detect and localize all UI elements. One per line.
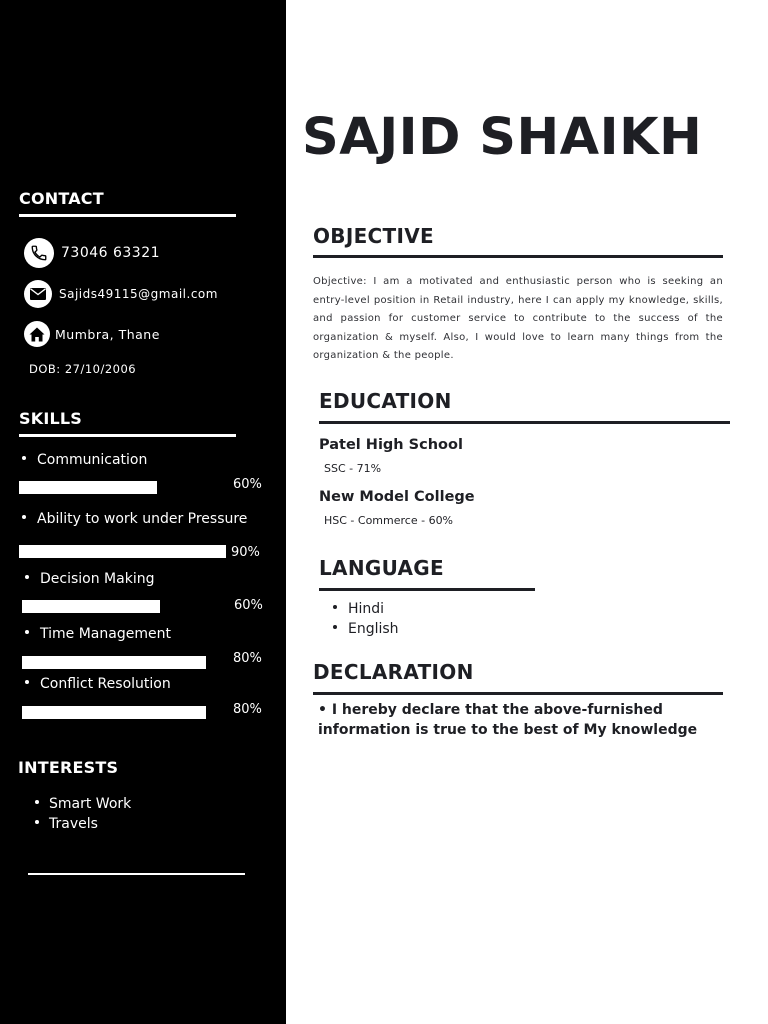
contact-heading: CONTACT xyxy=(19,189,104,208)
language-item xyxy=(333,601,384,617)
skills-heading: SKILLS xyxy=(19,409,82,428)
skill-item-label xyxy=(22,511,247,527)
date-of-birth: DOB: 27/10/2006 xyxy=(29,362,137,376)
candidate-name: SAJID SHAIKH xyxy=(302,108,703,167)
sidebar xyxy=(0,0,286,1024)
skill-level-bar xyxy=(19,545,226,558)
skill-percent: 80% xyxy=(233,702,262,717)
language-heading: LANGUAGE xyxy=(319,556,444,580)
bullet-icon xyxy=(333,605,337,609)
interest-item xyxy=(35,796,131,812)
contact-location xyxy=(24,321,160,347)
bullet-icon xyxy=(35,800,39,804)
declaration-divider xyxy=(313,692,723,695)
email-address[interactable]: Sajids49115@gmail.com xyxy=(59,287,218,301)
language-label: Hindi xyxy=(348,601,385,617)
language-item xyxy=(333,621,399,637)
education-heading: EDUCATION xyxy=(319,389,452,413)
language-divider xyxy=(319,588,535,591)
interest-label: Smart Work xyxy=(49,796,132,812)
bullet-icon xyxy=(25,680,29,684)
phone-number[interactable]: 73046 63321 xyxy=(61,245,161,261)
skill-name: Communication xyxy=(37,452,148,468)
skill-level-bar xyxy=(19,481,157,494)
education-detail: SSC - 71% xyxy=(324,462,382,475)
mail-icon xyxy=(24,280,52,308)
declaration-text: • I hereby declare that the above-furnished information is true to the best of My knowledge xyxy=(318,702,698,738)
skill-name: Conflict Resolution xyxy=(40,676,171,692)
skill-item-label xyxy=(25,626,171,642)
skill-percent: 60% xyxy=(234,598,263,613)
skill-level-bar xyxy=(22,600,160,613)
skill-item-label xyxy=(25,571,154,587)
sidebar-bottom-divider xyxy=(28,873,245,875)
skill-name: Time Management xyxy=(40,626,171,642)
bullet-icon xyxy=(25,575,29,579)
objective-text: Objective: I am a motivated and enthusiastic person who is seeking an entry-level position in Retail industry, here I can apply my knowledge, skills, and passion for customer service to contribute to the success of the organization & myself. Also, I would love to learn many things from the organization & the people. xyxy=(313,276,723,362)
location-text: Mumbra, Thane xyxy=(55,326,160,342)
interest-item xyxy=(35,816,98,832)
skill-name: Ability to work under Pressure xyxy=(37,511,248,527)
skill-percent: 80% xyxy=(233,651,262,666)
objective-divider xyxy=(313,255,723,258)
home-icon xyxy=(24,321,50,347)
education-school: Patel High School xyxy=(319,437,463,453)
skill-percent: 60% xyxy=(233,477,262,492)
interest-label: Travels xyxy=(49,816,98,832)
phone-icon xyxy=(24,238,54,268)
bullet-icon xyxy=(22,515,26,519)
skills-divider xyxy=(19,434,236,437)
declaration-heading: DECLARATION xyxy=(313,660,474,684)
bullet-icon xyxy=(25,630,29,634)
skill-percent: 90% xyxy=(231,545,260,560)
objective-heading: OBJECTIVE xyxy=(313,224,434,248)
contact-email xyxy=(24,280,218,308)
skill-item-label xyxy=(25,676,171,692)
skill-item-label xyxy=(22,452,147,468)
contact-phone xyxy=(24,238,160,268)
education-detail: HSC - Commerce - 60% xyxy=(324,514,454,527)
bullet-icon xyxy=(35,820,39,824)
education-school: New Model College xyxy=(319,489,475,505)
skill-level-bar xyxy=(22,706,206,719)
bullet-icon xyxy=(333,625,337,629)
skill-level-bar xyxy=(22,656,206,669)
skill-name: Decision Making xyxy=(40,571,155,587)
contact-divider xyxy=(19,214,236,217)
bullet-icon xyxy=(22,456,26,460)
language-label: English xyxy=(348,621,399,637)
interests-heading: INTERESTS xyxy=(18,758,119,777)
education-divider xyxy=(319,421,730,424)
